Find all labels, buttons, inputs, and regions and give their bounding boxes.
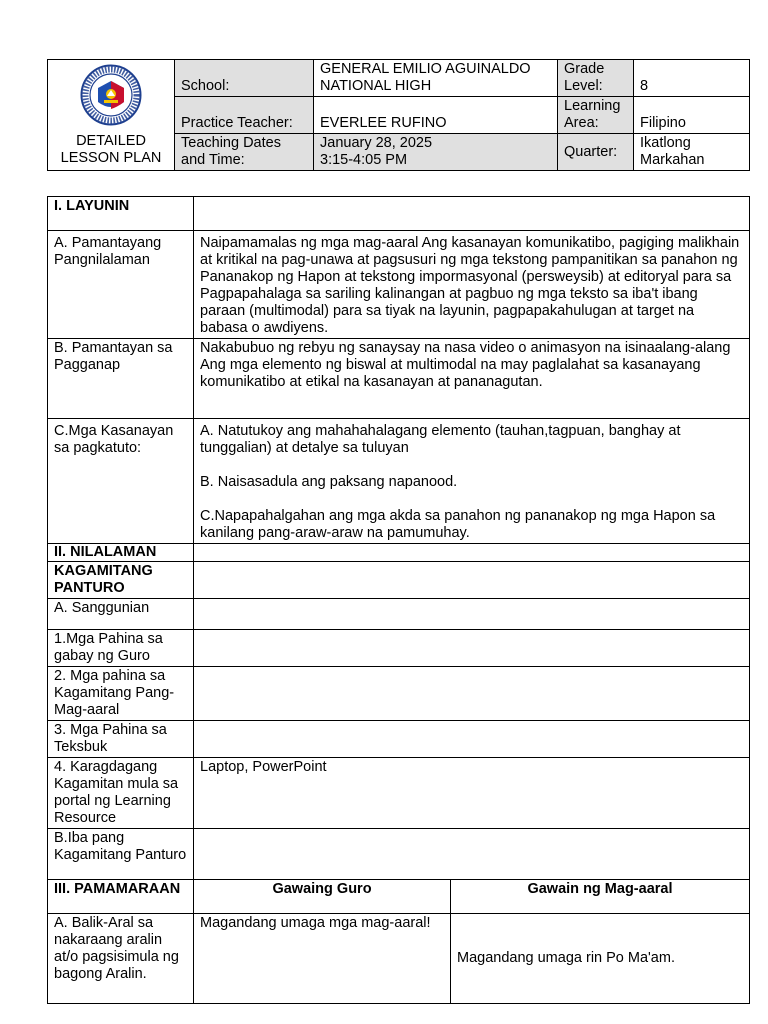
doc-title-line2: LESSON PLAN (60, 150, 162, 166)
quarter-value-line1: Ikatlong (640, 135, 691, 151)
karagdagang-value: Laptop, PowerPoint (194, 758, 750, 829)
grade-label (558, 60, 634, 97)
header-table (47, 59, 750, 171)
kasanayan-item-b: B. Naisasadula ang paksang napanood. (200, 474, 458, 490)
deped-seal-logo (80, 64, 142, 126)
pang-mag-aaral-empty-cell (194, 667, 750, 721)
iba-pang-empty-cell (194, 829, 750, 880)
pagganap-text: Nakabubuo ng rebyu ng sanaysay na nasa video o animasyon na isinaalang-alang Ang mga elemento ng biswal at multimodal na may paglalahat sa kasanayang komunikatibo at etikal na kasanayan at pananagutan. (194, 339, 750, 419)
area-label-line1: Learning (564, 98, 621, 114)
school-value-line2: NATIONAL HIGH (320, 78, 432, 94)
gabay-empty-cell (194, 630, 750, 667)
gabay-label: 1.Mga Pahina sa gabay ng Guro (48, 630, 194, 667)
area-value: Filipino (634, 97, 750, 134)
teacher-label: Practice Teacher: (175, 97, 314, 134)
pang-mag-aaral-label: 2. Mga pahina sa Kagamitang Pang-Mag-aaral (48, 667, 194, 721)
kagamitan-empty-cell (194, 562, 750, 599)
lesson-plan-table (47, 196, 750, 1004)
nilalaman-empty-cell (194, 544, 750, 562)
school-value-line1: GENERAL EMILIO AGUINALDO (320, 61, 531, 77)
kasanayan-list (194, 419, 750, 544)
layunin-heading: I. LAYUNIN (48, 197, 194, 231)
grade-label-line1: Grade (564, 61, 605, 77)
guro-greeting: Magandang umaga mga mag-aaral! (194, 914, 451, 1004)
dates-value (314, 134, 558, 171)
teksbuk-label: 3. Mga Pahina sa Teksbuk (48, 721, 194, 758)
dates-value-line2: 3:15-4:05 PM (320, 152, 408, 168)
quarter-value-line2: Markahan (640, 152, 705, 168)
layunin-empty-cell (194, 197, 750, 231)
doc-title-line1: DETAILED (76, 133, 146, 149)
dates-label-line1: Teaching Dates (181, 135, 281, 151)
pamantayang-label: A. Pamantayang Pangnilalaman (48, 231, 194, 339)
kasanayan-label: C.Mga Kasanayan sa pagkatuto: (48, 419, 194, 544)
nilalaman-heading: II. NILALAMAN (48, 544, 194, 562)
area-label-line2: Area: (564, 115, 599, 131)
pamantayang-text: Naipamamalas ng mga mag-aaral Ang kasanayan komunikatibo, pagiging malikhain at kritikal na pag-unawa at pagsusuri ng mga tekstong pampanitikan sa panahon ng Pananakop ng Hapon at tekstong impormasyonal (persweysib) at editoryal para sa Pagpapahalaga sa sariling kalinangan at pagbuo ng mga teksto sa iba't ibang paraan (multimodal) para sa tiyak na layunin, pagpapakahulugan at target na babasa o awdiyens. (194, 231, 750, 339)
dates-label-line2: and Time: (181, 152, 245, 168)
pamamaraan-heading: III. PAMAMARAAN (48, 880, 194, 914)
sanggunian-empty-cell (194, 599, 750, 630)
balik-aral-label: A. Balik-Aral sa nakaraang aralin at/o pagsisimula ng bagong Aralin. (48, 914, 194, 1004)
grade-value: 8 (634, 60, 750, 97)
teksbuk-empty-cell (194, 721, 750, 758)
gawaing-guro-heading: Gawaing Guro (194, 880, 451, 914)
mag-aaral-greeting: Magandang umaga rin Po Ma'am. (451, 914, 750, 1004)
gawain-mag-aaral-heading: Gawain ng Mag-aaral (451, 880, 750, 914)
kasanayan-item-a: A. Natutukoy ang mahahahalagang elemento (tauhan,tagpuan, banghay at tunggalian) at detalye sa tuluyan (200, 423, 681, 456)
dates-value-line1: January 28, 2025 (320, 135, 433, 151)
iba-pang-label: B.Iba pang Kagamitang Panturo (48, 829, 194, 880)
school-value (314, 60, 558, 97)
pagganap-label: B. Pamantayan sa Pagganap (48, 339, 194, 419)
grade-label-line2: Level: (564, 78, 603, 94)
karagdagang-label: 4. Karagdagang Kagamitan mula sa portal ng Learning Resource (48, 758, 194, 829)
area-label (558, 97, 634, 134)
quarter-value (634, 134, 750, 171)
quarter-label: Quarter: (558, 134, 634, 171)
teacher-value: EVERLEE RUFINO (314, 97, 558, 134)
kasanayan-item-c: C.Napapahalgahan ang mga akda sa panahon ng pananakop ng mga Hapon sa kanilang pang-araw-araw na pamumuhay. (200, 508, 716, 541)
school-label: School: (175, 60, 314, 97)
sanggunian-label: A. Sanggunian (48, 599, 194, 630)
kagamitan-heading: KAGAMITANG PANTURO (48, 562, 194, 599)
dates-label (175, 134, 314, 171)
logo-cell (48, 60, 175, 171)
